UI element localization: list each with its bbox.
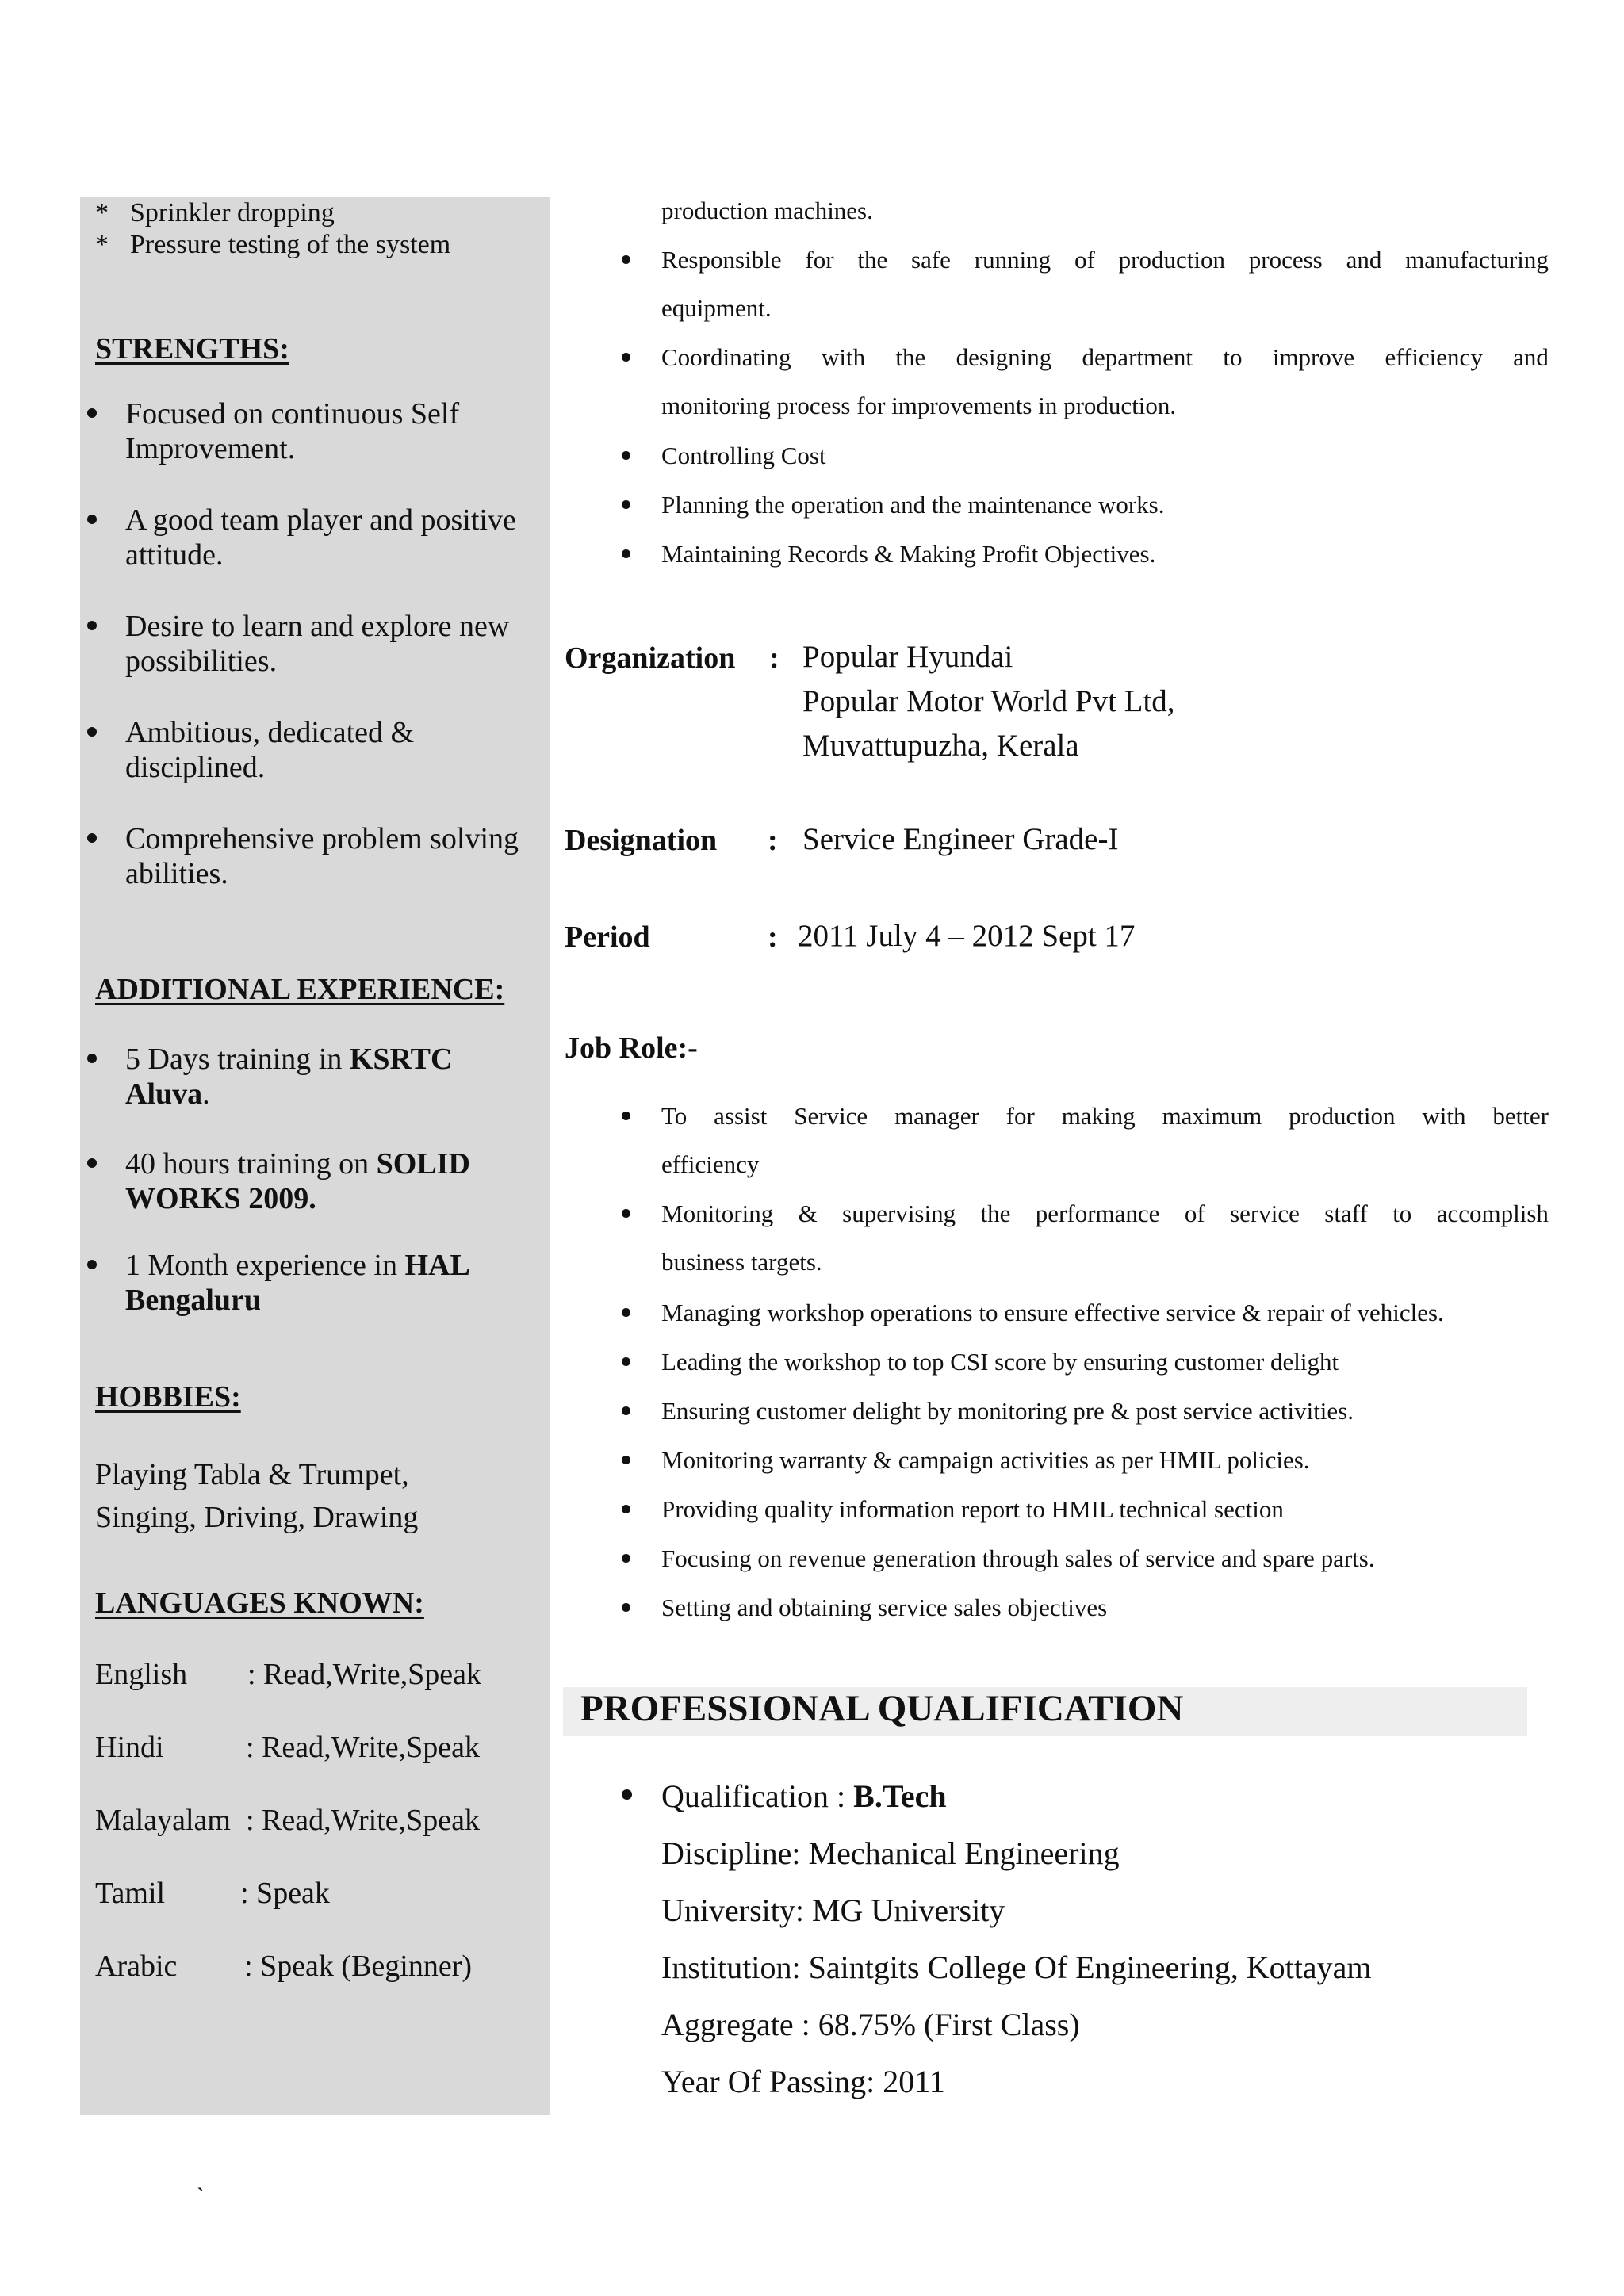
stray-mark: ` [197,2183,205,2210]
period-label: Period [565,920,650,954]
hobbies-text: Playing Tabla & Trumpet, [95,1458,409,1491]
language-row: Arabic : Speak (Beginner) [95,1950,473,1983]
languages-heading: LANGUAGES KNOWN: [95,1586,424,1620]
justified-line: Responsible for the safe running of production process and manufacturing [661,246,1549,274]
bullet-icon [622,1603,630,1612]
organization-label: Organization [565,641,736,675]
duty-item: Coordinating with the designing department to improve efficiency and monitoring process for improvements in production. [661,343,1549,420]
list-item: * Pressure testing of the system [95,230,451,259]
bullet-icon [622,353,630,362]
job-role-item: To assist Service manager for making maximum production with better efficiency [661,1102,1549,1179]
duty-continuation: production machines. [661,197,873,224]
bullet-icon [622,1554,630,1563]
bullet-icon [622,1308,630,1317]
justified-line: To assist Service manager for making maximum production with better [661,1102,1549,1130]
organization-location: Muvattupuzha, Kerala [802,729,1079,763]
bullet-icon [622,1112,630,1120]
strengths-heading: STRENGTHS: [95,332,289,365]
justified-line: Monitoring & supervising the performance of service staff to accomplish [661,1200,1549,1227]
job-role-item: Setting and obtaining service sales objectives [661,1594,1107,1622]
bullet-icon [622,549,630,558]
bullet-icon [622,255,630,264]
bullet-icon [622,1209,630,1218]
year-of-passing-line: Year Of Passing: 2011 [661,2064,945,2099]
job-role-item: Monitoring & supervising the performance of service staff to accomplish business targets. [661,1200,1549,1276]
list-item: * Sprinkler dropping [95,198,335,228]
job-role-item: Monitoring warranty & campaign activities as per HMIL policies. [661,1446,1310,1475]
bullet-icon [622,1357,630,1366]
duty-item: Controlling Cost [661,442,826,470]
job-role-item: Managing workshop operations to ensure effective service & repair of vehicles. [661,1299,1444,1327]
designation-label: Designation [565,824,718,857]
bullet-icon [87,621,97,630]
bullet-icon [87,1054,97,1063]
bullet-icon [87,727,97,737]
period-colon: : [768,920,778,954]
duty-item: Responsible for the safe running of production process and manufacturing equipment. [661,246,1549,323]
designation-value: Service Engineer Grade-I [802,822,1119,856]
aggregate-line: Aggregate : 68.75% (First Class) [661,2007,1080,2042]
bullet-icon [87,833,97,843]
language-row: Malayalam : Read,Write,Speak [95,1804,480,1837]
organization-company: Popular Motor World Pvt Ltd, [802,684,1175,718]
duty-item: Planning the operation and the maintenance works. [661,491,1164,519]
bullet-icon [87,408,97,418]
job-role-item: Focusing on revenue generation through sales of service and spare parts. [661,1544,1375,1573]
language-row: English : Read,Write,Speak [95,1658,481,1691]
bullet-icon [622,1456,630,1464]
job-role-item: Providing quality information report to HMIL technical section [661,1495,1284,1524]
bullet-icon [87,515,97,524]
bullet-icon [87,1260,97,1269]
qualification-line: Qualification : B.Tech [661,1777,947,1815]
language-row: Hindi : Read,Write,Speak [95,1731,480,1764]
bullet-icon [622,451,630,460]
discipline-line: Discipline: Mechanical Engineering [661,1835,1120,1871]
designation-colon: : [768,824,778,857]
bullet-icon [622,1505,630,1513]
hobbies-heading: HOBBIES: [95,1380,241,1414]
bullet-icon [622,1406,630,1415]
job-role-heading: Job Role:- [565,1031,698,1065]
additional-experience-heading: ADDITIONAL EXPERIENCE: [95,973,505,1006]
institution-line: Institution: Saintgits College Of Engineering, Kottayam [661,1950,1372,1985]
bullet-icon [622,500,630,509]
bullet-icon [87,1158,97,1168]
organization-name: Popular Hyundai [802,640,1013,674]
period-value: 2011 July 4 – 2012 Sept 17 [798,919,1136,953]
university-line: University: MG University [661,1892,1005,1928]
job-role-item: Ensuring customer delight by monitoring pre & post service activities. [661,1397,1354,1425]
job-role-item: Leading the workshop to top CSI score by ensuring customer delight [661,1348,1339,1376]
hobbies-text: Singing, Driving, Drawing [95,1501,419,1534]
bullet-icon [622,1789,632,1800]
professional-qualification-heading: PROFESSIONAL QUALIFICATION [580,1688,1184,1729]
justified-line: Coordinating with the designing department to improve efficiency and [661,343,1549,371]
duty-item: Maintaining Records & Making Profit Objectives. [661,540,1155,568]
language-row: Tamil : Speak [95,1877,330,1910]
organization-colon: : [769,641,779,675]
